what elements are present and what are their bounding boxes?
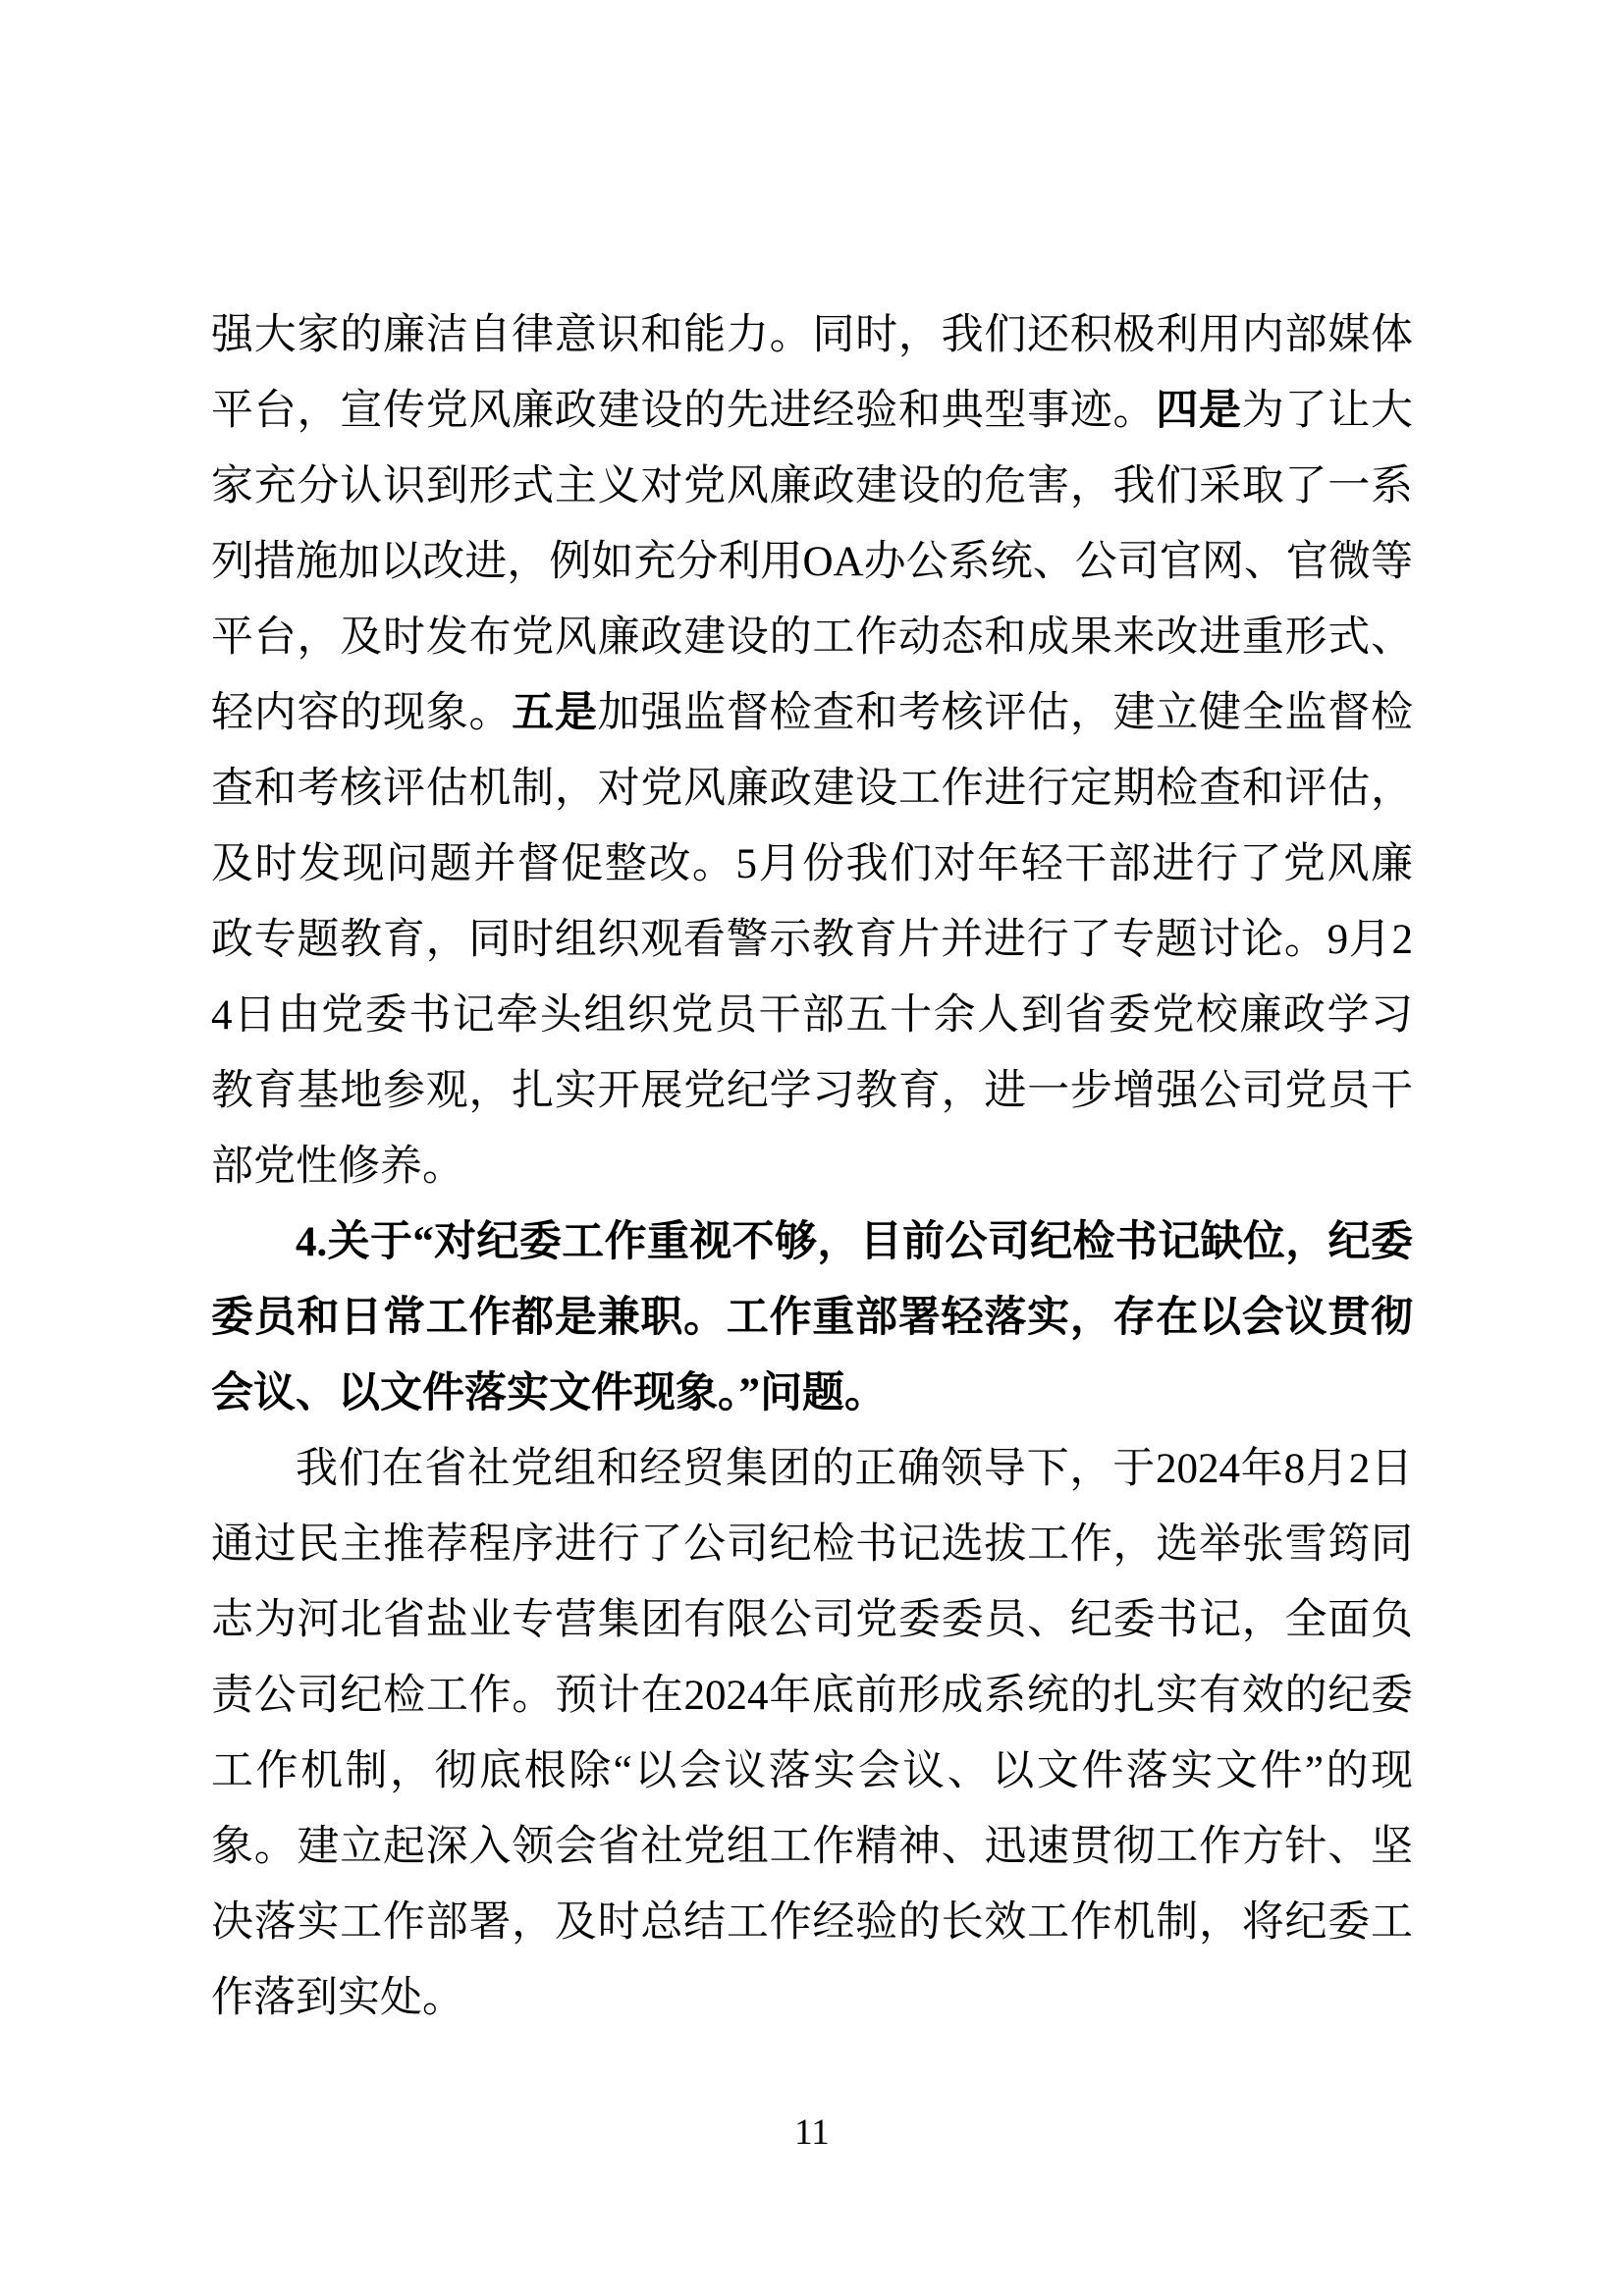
paragraph [211, 1204, 1413, 1431]
bold-text-run: 四是 [1156, 388, 1242, 434]
paragraph [211, 1431, 1413, 2036]
bold-text-run: 五是 [512, 690, 598, 736]
text-run: 强大家的廉洁自律意识和能力。同时，我们还积极利用内部媒体平台，宣传党风廉政建设的先进经验和典型事迹。 [211, 312, 1413, 434]
document-body [211, 297, 1413, 2036]
text-run: 为了让大家充分认识到形式主义对党风廉政建设的危害，我们采取了一系列措施加以改进，例如充分利用OA办公系统、公司官网、官微等平台，及时发布党风廉政建设的工作动态和成果来改进重形式、轻内容的现象。 [211, 388, 1414, 736]
text-run: 加强监督检查和考核评估，建立健全监督检查和考核评估机制，对党风廉政建设工作进行定期检查和评估，及时发现问题并督促整改。5月份我们对年轻干部进行了党风廉政专题教育，同时组织观看警示教育片并进行了专题讨论。9月24日由党委书记牵头组织党员干部五十余人到省委党校廉政学习教育基地参观，扎实开展党纪学习教育，进一步增强公司党员干部党性修养。 [211, 690, 1414, 1190]
text-run: 我们在省社党组和经贸集团的正确领导下，于2024年8月2日通过民主推荐程序进行了公司纪检书记选拔工作，选举张雪筠同志为河北省盐业专营集团有限公司党委委员、纪委书记，全面负责公司纪检工作。预计在2024年底前形成系统的扎实有效的纪委工作机制，彻底根除“以会议落实会议、以文件落实文件”的现象。建立起深入领会省社党组工作精神、迅速贯彻工作方针、坚决落实工作部署，及时总结工作经验的长效工作机制，将纪委工作落到实处。 [211, 1446, 1413, 2021]
paragraph [211, 297, 1413, 1204]
bold-text-run: 4.关于“对纪委工作重视不够，目前公司纪检书记缺位，纪委委员和日常工作都是兼职。工作重部署轻落实，存在以会议贯彻会议、以文件落实文件现象。”问题。 [211, 1219, 1413, 1416]
page-number: 11 [794, 2112, 830, 2153]
